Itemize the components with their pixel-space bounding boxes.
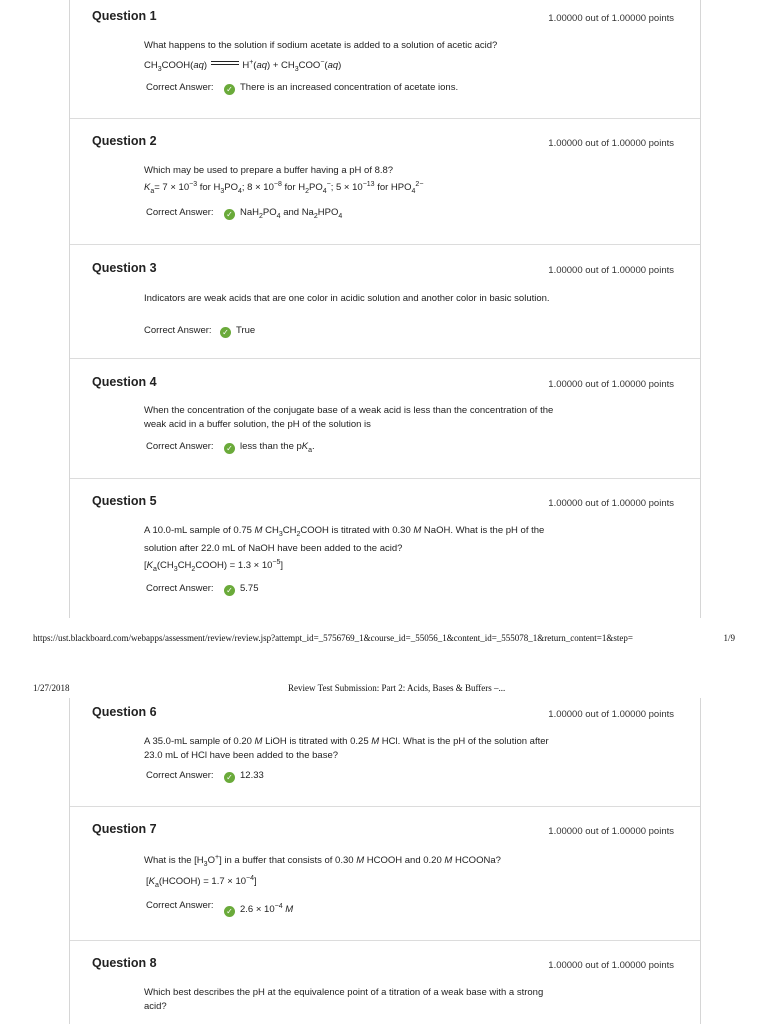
question-title: Question 3 bbox=[92, 261, 157, 275]
question-points: 1.00000 out of 1.00000 points bbox=[548, 379, 674, 390]
question-points: 1.00000 out of 1.00000 points bbox=[548, 138, 674, 149]
question-card bbox=[70, 806, 700, 941]
equilibrium-arrows-icon bbox=[211, 59, 239, 67]
question-text: A 10.0-mL sample of 0.75 M $CH_3CH_2COOH$ is titrated with 0.30 M NaOH. What is the pH of the solution after 22.0 mL of NaOH have been added to the acid? bbox=[144, 525, 545, 554]
correct-answer-row bbox=[146, 583, 259, 596]
question-card bbox=[70, 478, 700, 618]
question-text: What is the $[H_3O^+]$ in a buffer that consists of 0.30 M HCOOH and 0.20 M HCOONa? bbox=[144, 854, 501, 869]
question-points: 1.00000 out of 1.00000 points bbox=[548, 265, 674, 276]
correct-answer-row bbox=[146, 899, 293, 917]
chemical-equation: $CH_3COOH(aq) H^+(aq) + CH_3COO^-(aq)$ bbox=[144, 59, 342, 74]
correct-answer-value: $2.6 \times 10^{-4}$ M bbox=[240, 903, 294, 916]
question-text: When the concentration of the conjugate base of a weak acid is less than the concentration of the weak acid in a buffer solution, the pH of the solution is bbox=[144, 405, 554, 430]
question-title: Question 4 bbox=[92, 375, 157, 389]
acid-constant: $[K_a(HCOOH) = 1.7 \times 10^{-4}]$ bbox=[146, 875, 257, 890]
question-points: 1.00000 out of 1.00000 points bbox=[548, 13, 674, 24]
question-text: What happens to the solution if sodium acetate is added to a solution of acetic acid? bbox=[144, 40, 498, 51]
correct-answer-row bbox=[146, 441, 315, 454]
question-title: Question 5 bbox=[92, 494, 157, 508]
correct-answer-label: Correct Answer: bbox=[146, 82, 214, 93]
question-points: 1.00000 out of 1.00000 points bbox=[548, 498, 674, 509]
question-points: 1.00000 out of 1.00000 points bbox=[548, 826, 674, 837]
correct-answer-label: Correct Answer: bbox=[146, 900, 214, 912]
check-circle-icon: ✓ bbox=[224, 209, 235, 220]
question-text: Which best describes the pH at the equivalence point of a titration of a weak base with a strong acid? bbox=[144, 987, 544, 1012]
question-title: Question 1 bbox=[92, 9, 157, 23]
question-points: 1.00000 out of 1.00000 points bbox=[548, 709, 674, 720]
question-text: Indicators are weak acids that are one color in acidic solution and another color in basic solution. bbox=[144, 293, 550, 304]
check-circle-icon: ✓ bbox=[224, 443, 235, 454]
correct-answer-label: Correct Answer: bbox=[146, 770, 214, 781]
question-text: Which may be used to prepare a buffer having a pH of 8.8? bbox=[144, 165, 394, 176]
page-header-date: 1/27/2018 bbox=[33, 683, 70, 693]
question-card bbox=[70, 118, 700, 245]
check-circle-icon: ✓ bbox=[224, 84, 235, 95]
correct-answer-value: less than the $pK_a$. bbox=[240, 441, 315, 454]
correct-answer-label: Correct Answer: bbox=[146, 583, 214, 594]
correct-answer-row bbox=[146, 207, 342, 220]
correct-answer-label: Correct Answer: bbox=[144, 325, 212, 336]
check-circle-icon: ✓ bbox=[220, 327, 231, 338]
correct-answer-label: Correct Answer: bbox=[146, 441, 214, 452]
check-circle-icon: ✓ bbox=[224, 772, 235, 783]
acid-constant: $[K_a(CH_3CH_2COOH) = 1.3 \times 10^{-5}]$ bbox=[144, 559, 284, 574]
correct-answer-value: There is an increased concentration of acetate ions. bbox=[240, 82, 459, 93]
question-points: 1.00000 out of 1.00000 points bbox=[548, 960, 674, 971]
correct-answer-value: 12.33 bbox=[240, 770, 264, 781]
acid-constants: $K_a= 7 \times 10^{-3}$ for $H_3PO_4$; $8 \times 10^{-8}$ for $H_2PO_4^-$; $5 \times 10^{-13}$ for $HPO_4^{2-}$ bbox=[144, 181, 424, 196]
page-header-title: Review Test Submission: Part 2: Acids, Bases & Buffers –... bbox=[288, 683, 506, 693]
question-card bbox=[70, 358, 700, 479]
page-footer-number: 1/9 bbox=[723, 633, 735, 643]
question-text: A 35.0-mL sample of 0.20 M LiOH is titrated with 0.25 M HCl. What is the pH of the solution after 23.0 mL of HCl have been added to the base? bbox=[144, 736, 549, 761]
page-footer-url: https://ust.blackboard.com/webapps/assessment/review/review.jsp?attempt_id=_5756769_1&course_id=_55056_1&content_id=_555078_1&return_content=1&step= bbox=[33, 633, 633, 643]
correct-answer-label: Correct Answer: bbox=[146, 207, 214, 218]
check-circle-icon: ✓ bbox=[224, 585, 235, 596]
question-title: Question 8 bbox=[92, 956, 157, 970]
correct-answer-row bbox=[146, 770, 264, 783]
correct-answer-value: 5.75 bbox=[240, 583, 259, 594]
correct-answer-value: $NaH_2PO_4$ and $Na_2HPO_4$ bbox=[240, 207, 343, 220]
question-card bbox=[70, 940, 700, 1024]
question-card bbox=[70, 0, 700, 119]
question-title: Question 6 bbox=[92, 705, 157, 719]
correct-answer-value: True bbox=[236, 325, 256, 336]
question-card bbox=[70, 698, 700, 807]
question-panel-page-1 bbox=[69, 0, 701, 618]
question-title: Question 2 bbox=[92, 134, 157, 148]
question-panel-page-2 bbox=[69, 698, 701, 1024]
check-circle-icon: ✓ bbox=[224, 906, 235, 917]
question-title: Question 7 bbox=[92, 822, 157, 836]
question-card bbox=[70, 244, 700, 359]
correct-answer-row bbox=[146, 82, 458, 95]
correct-answer-row bbox=[144, 325, 255, 338]
